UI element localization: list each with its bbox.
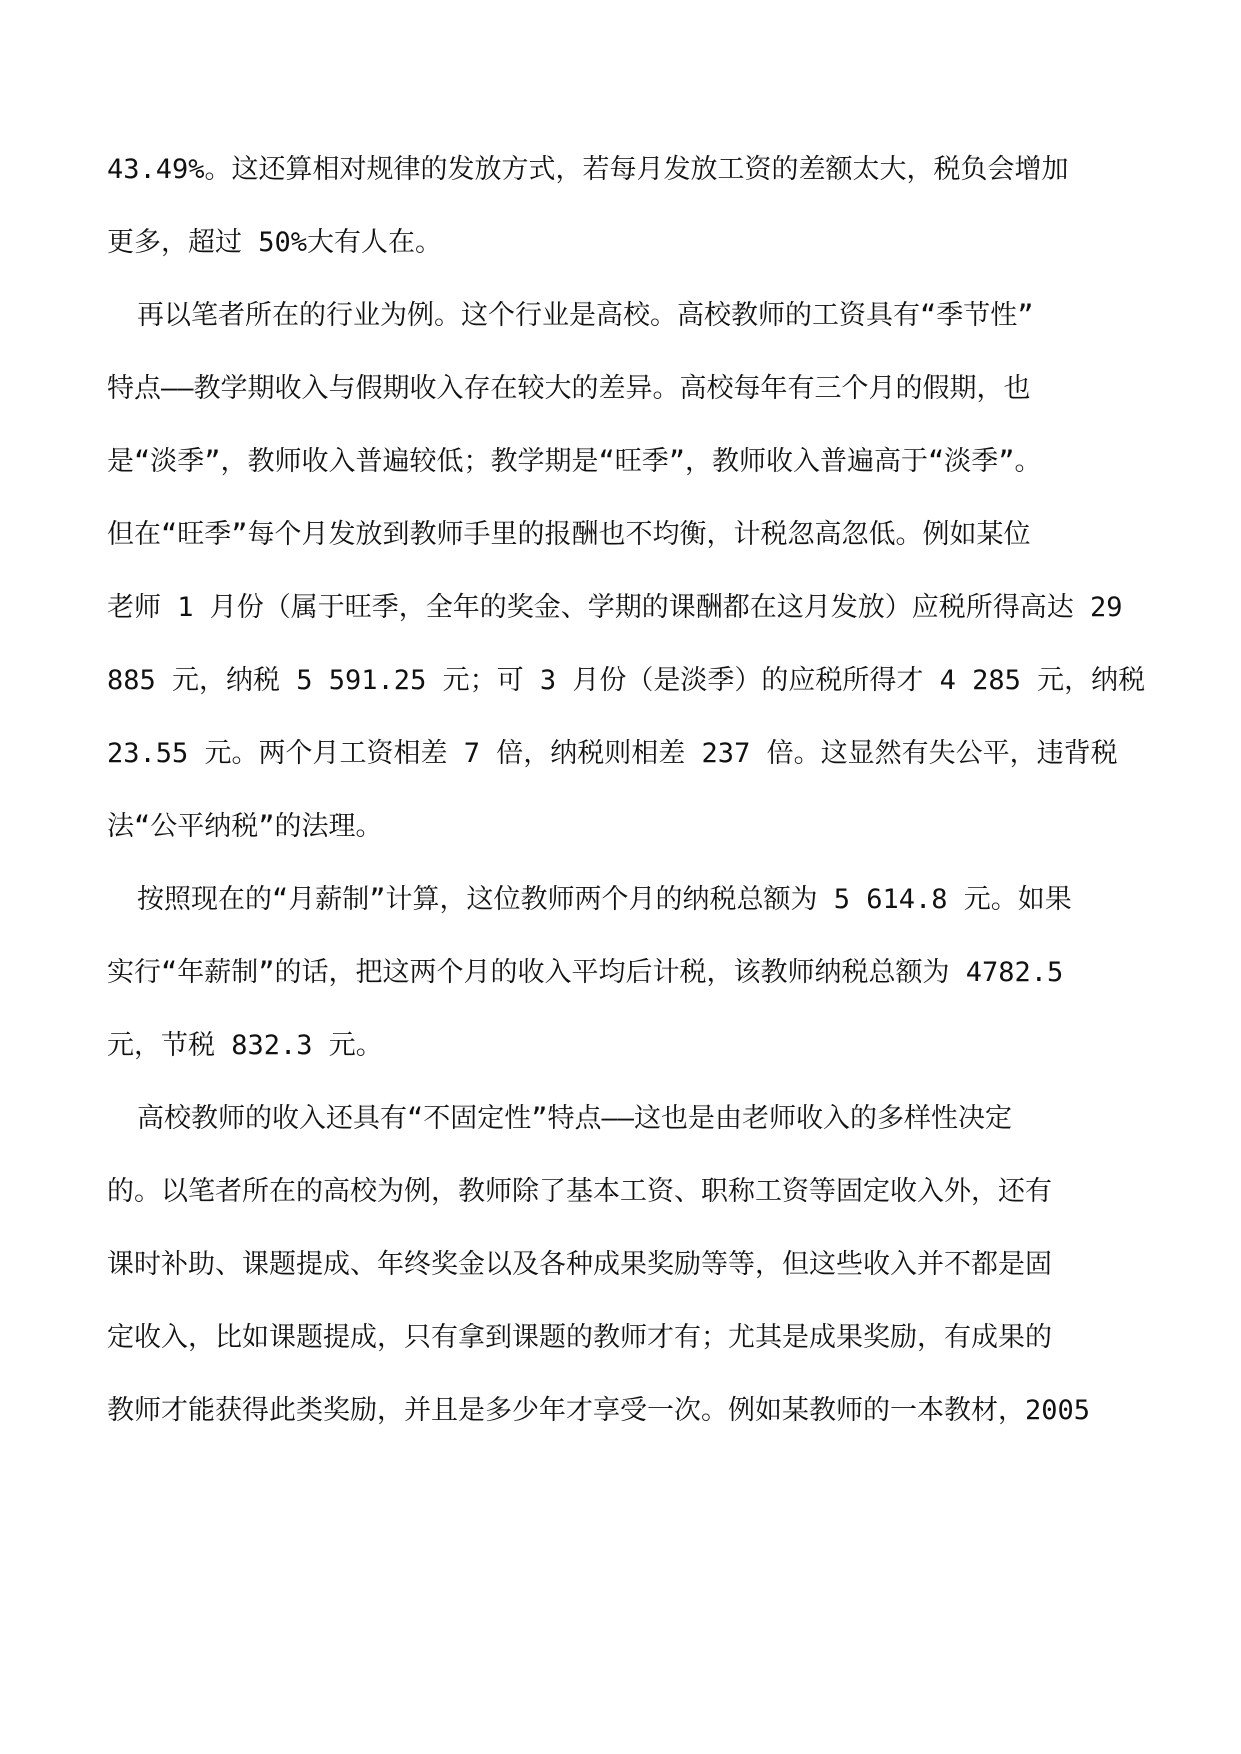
paragraph-start-line: 再以笔者所在的行业为例。这个行业是高校。高校教师的工资具有“季节性” [137,300,1034,331]
text-line-6: 但在“旺季”每个月发放到教师手里的报酬也不均衡，计税忽高忽低。例如某位 [107,519,1031,550]
text-line-9: 23.55 元。两个月工资相差 7 倍，纳税则相差 237 倍。这显然有失公平，违背税 [107,738,1118,769]
text-line-18: 教师才能获得此类奖励，并且是多少年才享受一次。例如某教师的一本教材，2005 [107,1395,1091,1426]
text-line-10: 法“公平纳税”的法理。 [107,811,383,842]
text-line-7: 老师 1 月份（属于旺季，全年的奖金、学期的课酬都在这月发放）应税所得高达 29 [107,592,1123,623]
text-line-2: 更多，超过 50%大有人在。 [107,227,443,258]
text-line-17: 定收入，比如课题提成，只有拿到课题的教师才有；尤其是成果奖励，有成果的 [107,1322,1052,1353]
text-line-8: 885 元，纳税 5 591.25 元；可 3 月份（是淡季）的应税所得才 4 285 元，纳税 [107,665,1146,696]
paragraph-start-line: 高校教师的收入还具有“不固定性”特点——这也是由老师收入的多样性决定 [137,1103,1013,1134]
text-line-15: 的。以笔者所在的高校为例，教师除了基本工资、职称工资等固定收入外，还有 [107,1176,1052,1207]
text-line-12: 实行“年薪制”的话，把这两个月的收入平均后计税，该教师纳税总额为 4782.5 [107,957,1064,988]
text-line-13: 元，节税 832.3 元。 [107,1030,383,1061]
text-line-4: 特点——教学期收入与假期收入存在较大的差异。高校每年有三个月的假期，也 [107,373,1031,404]
text-line-1: 43.49%。这还算相对规律的发放方式，若每月发放工资的差额太大，税负会增加 [107,154,1069,185]
paragraph-start-line: 按照现在的“月薪制”计算，这位教师两个月的纳税总额为 5 614.8 元。如果 [137,884,1072,915]
text-line-16: 课时补助、课题提成、年终奖金以及各种成果奖励等等，但这些收入并不都是固 [107,1249,1052,1280]
text-line-5: 是“淡季”，教师收入普遍较低；教学期是“旺季”，教师收入普遍高于“淡季”。 [107,446,1042,477]
